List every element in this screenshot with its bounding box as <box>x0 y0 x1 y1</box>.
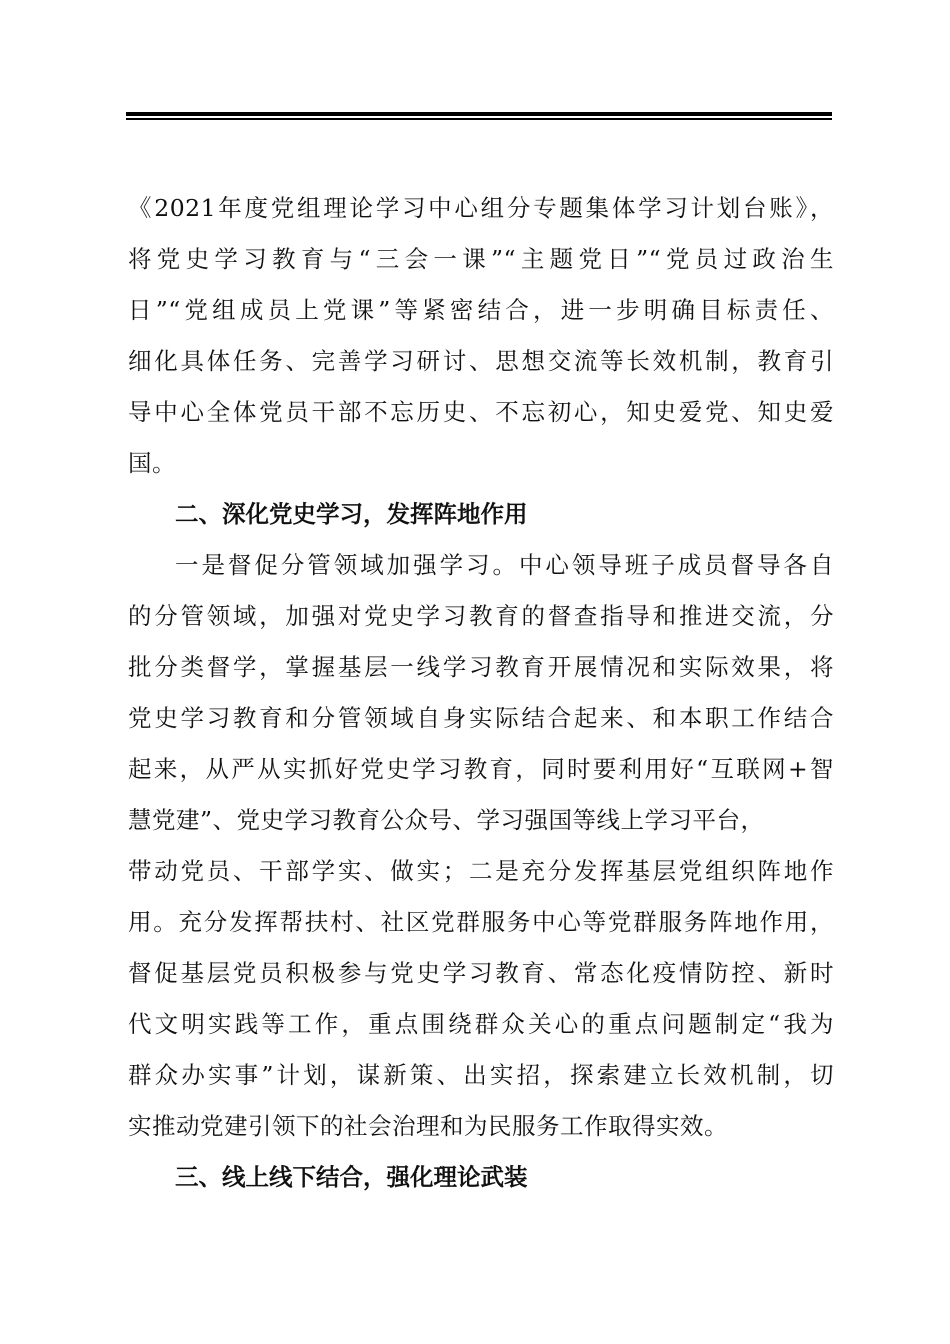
paragraph-1 <box>128 183 834 489</box>
paragraph-line: 带动党员、干部学实、做实；二是充分发挥基层党组织阵地作 <box>128 857 834 885</box>
paragraph-line: 导中心全体党员干部不忘历史、不忘初心，知史爱党、知史爱 <box>128 398 834 426</box>
paragraph-line: 督促基层党员积极参与党史学习教育、常态化疫情防控、新时 <box>128 959 834 987</box>
paragraph-line: 将党史学习教育与“三会一课”“主题党日”“党员过政治生 <box>128 245 834 273</box>
paragraph-line: 日”“党组成员上党课”等紧密结合，进一步明确目标责任、 <box>128 296 834 324</box>
paragraph-line: 一是督促分管领域加强学习。中心领导班子成员督导各自 <box>175 551 834 579</box>
paragraph-line: 起来，从严从实抓好党史学习教育，同时要利用好“互联网+智 <box>128 755 834 783</box>
section-heading-2: 二、深化党史学习，发挥阵地作用 <box>175 500 528 528</box>
paragraph-line: 批分类督学，掌握基层一线学习教育开展情况和实际效果，将 <box>128 653 834 681</box>
paragraph-line: 群众办实事”计划，谋新策、出实招，探索建立长效机制，切 <box>128 1061 834 1089</box>
paragraph-line: 的分管领域，加强对党史学习教育的督查指导和推进交流，分 <box>128 602 834 630</box>
paragraph-2 <box>128 540 834 1152</box>
document-body <box>128 183 834 1203</box>
header-rule-thick <box>126 112 832 116</box>
section-heading-3: 三、线上线下结合，强化理论武装 <box>175 1163 528 1191</box>
header-rule-thin <box>126 118 832 120</box>
paragraph-line: 国。 <box>128 449 176 477</box>
paragraph-line: 用。充分发挥帮扶村、社区党群服务中心等党群服务阵地作用， <box>128 908 834 936</box>
paragraph-line: 党史学习教育和分管领域自身实际结合起来、和本职工作结合 <box>128 704 834 732</box>
paragraph-line: 实推动党建引领下的社会治理和为民服务工作取得实效。 <box>128 1112 728 1140</box>
paragraph-line: 《2021年度党组理论学习中心组分专题集体学习计划台账》， <box>128 194 834 222</box>
header-double-rule <box>126 112 832 120</box>
paragraph-line: 代文明实践等工作，重点围绕群众关心的重点问题制定“我为 <box>128 1010 834 1038</box>
paragraph-line: 细化具体任务、完善学习研讨、思想交流等长效机制，教育引 <box>128 347 834 375</box>
paragraph-line: 慧党建”、党史学习教育公众号、学习强国等线上学习平台， <box>128 806 765 834</box>
